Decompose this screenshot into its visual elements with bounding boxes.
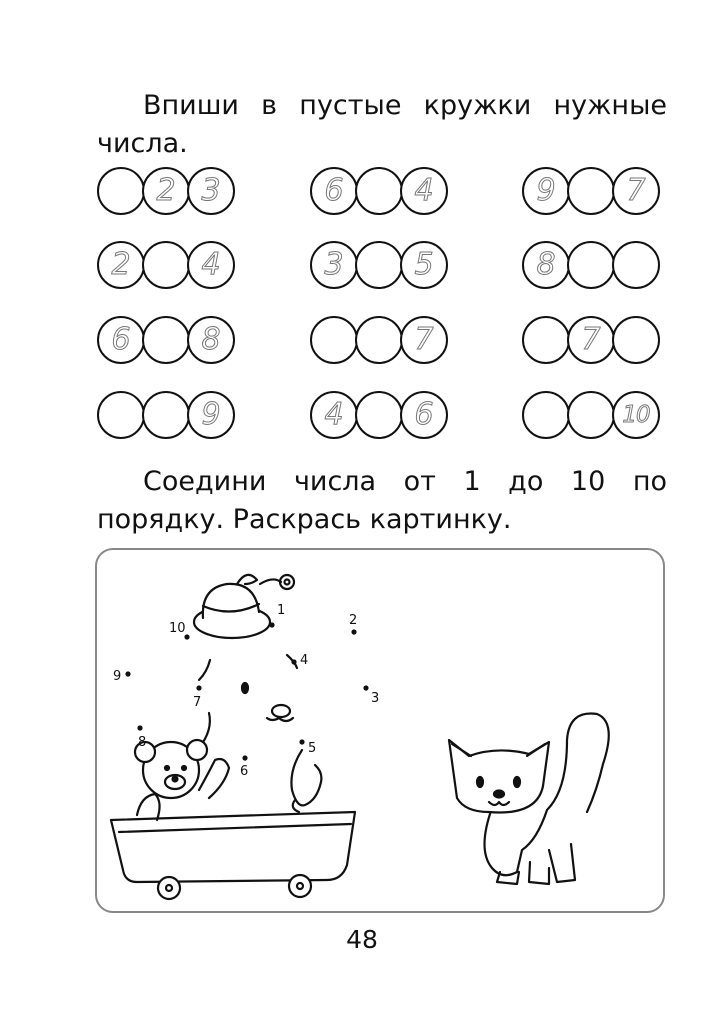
circle-number: 8 [201, 322, 221, 357]
empty-circle[interactable] [97, 167, 145, 215]
connect-dots-picture [95, 548, 665, 913]
circle-number [569, 243, 613, 287]
instruction-fill-circles [97, 87, 667, 163]
dot-point[interactable] [363, 685, 368, 690]
circle-number: 6 [324, 173, 344, 208]
circle-number: 9 [536, 173, 556, 208]
empty-circle[interactable] [355, 391, 403, 439]
circle-number [569, 169, 613, 213]
dot-point[interactable] [125, 671, 130, 676]
circle-number: 2 [111, 247, 131, 282]
dot-point[interactable] [351, 629, 356, 634]
circle-cluster [310, 316, 460, 366]
number-circle [522, 241, 570, 289]
dot-label: 7 [193, 695, 202, 710]
circle-cluster [310, 167, 460, 217]
circle-number [524, 318, 568, 362]
number-circle [187, 316, 235, 364]
circle-number: 10 [622, 402, 650, 428]
circle-number [357, 169, 401, 213]
instruction-fill-circles-text: Впиши в пустые кружки нужные числа. [97, 90, 667, 159]
dot-label: 9 [113, 669, 122, 684]
circle-number: 4 [201, 247, 221, 282]
empty-circle[interactable] [142, 316, 190, 364]
number-circle [400, 241, 448, 289]
circle-number [569, 393, 613, 437]
instruction-connect-dots [97, 463, 667, 539]
circle-cluster [97, 391, 247, 441]
number-circle [567, 316, 615, 364]
circle-number: 3 [201, 173, 221, 208]
circle-number: 7 [626, 173, 646, 208]
dot-label: 4 [300, 653, 309, 668]
number-circle [97, 316, 145, 364]
circle-cluster [97, 316, 247, 366]
circle-cluster [522, 241, 672, 291]
empty-circle[interactable] [567, 391, 615, 439]
circle-number: 8 [536, 247, 556, 282]
circle-number: 4 [414, 173, 434, 208]
dot-label: 3 [371, 691, 380, 706]
number-circle [187, 391, 235, 439]
circle-cluster [97, 167, 247, 217]
empty-circle[interactable] [355, 316, 403, 364]
circle-cluster [310, 391, 460, 441]
circle-number: 3 [324, 247, 344, 282]
number-circle [142, 167, 190, 215]
circle-cluster [522, 391, 672, 441]
circle-number [357, 318, 401, 362]
empty-circle[interactable] [310, 316, 358, 364]
teddy-bear-drawing [135, 740, 229, 820]
number-circle [187, 241, 235, 289]
circle-number: 7 [414, 322, 434, 357]
number-circle [522, 167, 570, 215]
circle-number [144, 243, 188, 287]
circle-number [357, 243, 401, 287]
circle-number: 4 [324, 397, 344, 432]
page-number: 48 [346, 925, 378, 954]
dot-label: 6 [240, 764, 249, 779]
dot-point[interactable] [242, 755, 247, 760]
circle-number: 2 [156, 173, 176, 208]
circle-number [312, 318, 356, 362]
dot-point[interactable] [299, 739, 304, 744]
circle-number: 5 [414, 247, 434, 282]
circle-cluster [97, 241, 247, 291]
instruction-connect-dots-text: Соедини числа от 1 до 10 по порядку. Раскрась картинку. [97, 466, 667, 535]
dot-point[interactable] [137, 725, 142, 730]
dot-point[interactable] [291, 659, 296, 664]
circle-number: 9 [201, 397, 221, 432]
dot-label: 8 [138, 735, 147, 750]
circle-cluster [310, 241, 460, 291]
number-circle [400, 167, 448, 215]
circle-cluster [522, 167, 672, 217]
circle-number: 6 [414, 397, 434, 432]
empty-circle[interactable] [355, 167, 403, 215]
number-circle [310, 167, 358, 215]
empty-circle[interactable] [142, 241, 190, 289]
circle-number [99, 169, 143, 213]
kitten-drawing [449, 714, 609, 884]
empty-circle[interactable] [567, 241, 615, 289]
circle-cluster [522, 316, 672, 366]
empty-circle[interactable] [522, 391, 570, 439]
number-circle [612, 391, 660, 439]
circle-number: 6 [111, 322, 131, 357]
empty-circle[interactable] [567, 167, 615, 215]
empty-circle[interactable] [355, 241, 403, 289]
dot-label: 1 [277, 603, 286, 618]
number-circle [187, 167, 235, 215]
number-circle [310, 391, 358, 439]
circle-number [99, 393, 143, 437]
dot-point[interactable] [269, 622, 274, 627]
number-circle [97, 241, 145, 289]
empty-circle[interactable] [142, 391, 190, 439]
dot-point[interactable] [196, 685, 201, 690]
circle-number [614, 318, 658, 362]
empty-circle[interactable] [612, 241, 660, 289]
number-circle [310, 241, 358, 289]
picture-svg [97, 550, 665, 913]
dot-label: 2 [349, 613, 358, 628]
dot-label: 10 [169, 621, 186, 636]
circle-number: 7 [581, 322, 601, 357]
empty-circle[interactable] [97, 391, 145, 439]
circle-number [614, 243, 658, 287]
number-circle [612, 167, 660, 215]
empty-circle[interactable] [612, 316, 660, 364]
circle-number [144, 318, 188, 362]
cart-drawing [111, 812, 355, 899]
circle-number [144, 393, 188, 437]
empty-circle[interactable] [522, 316, 570, 364]
circle-number [524, 393, 568, 437]
number-circle [400, 316, 448, 364]
circle-number [357, 393, 401, 437]
dot-label: 5 [308, 741, 317, 756]
number-circle [400, 391, 448, 439]
